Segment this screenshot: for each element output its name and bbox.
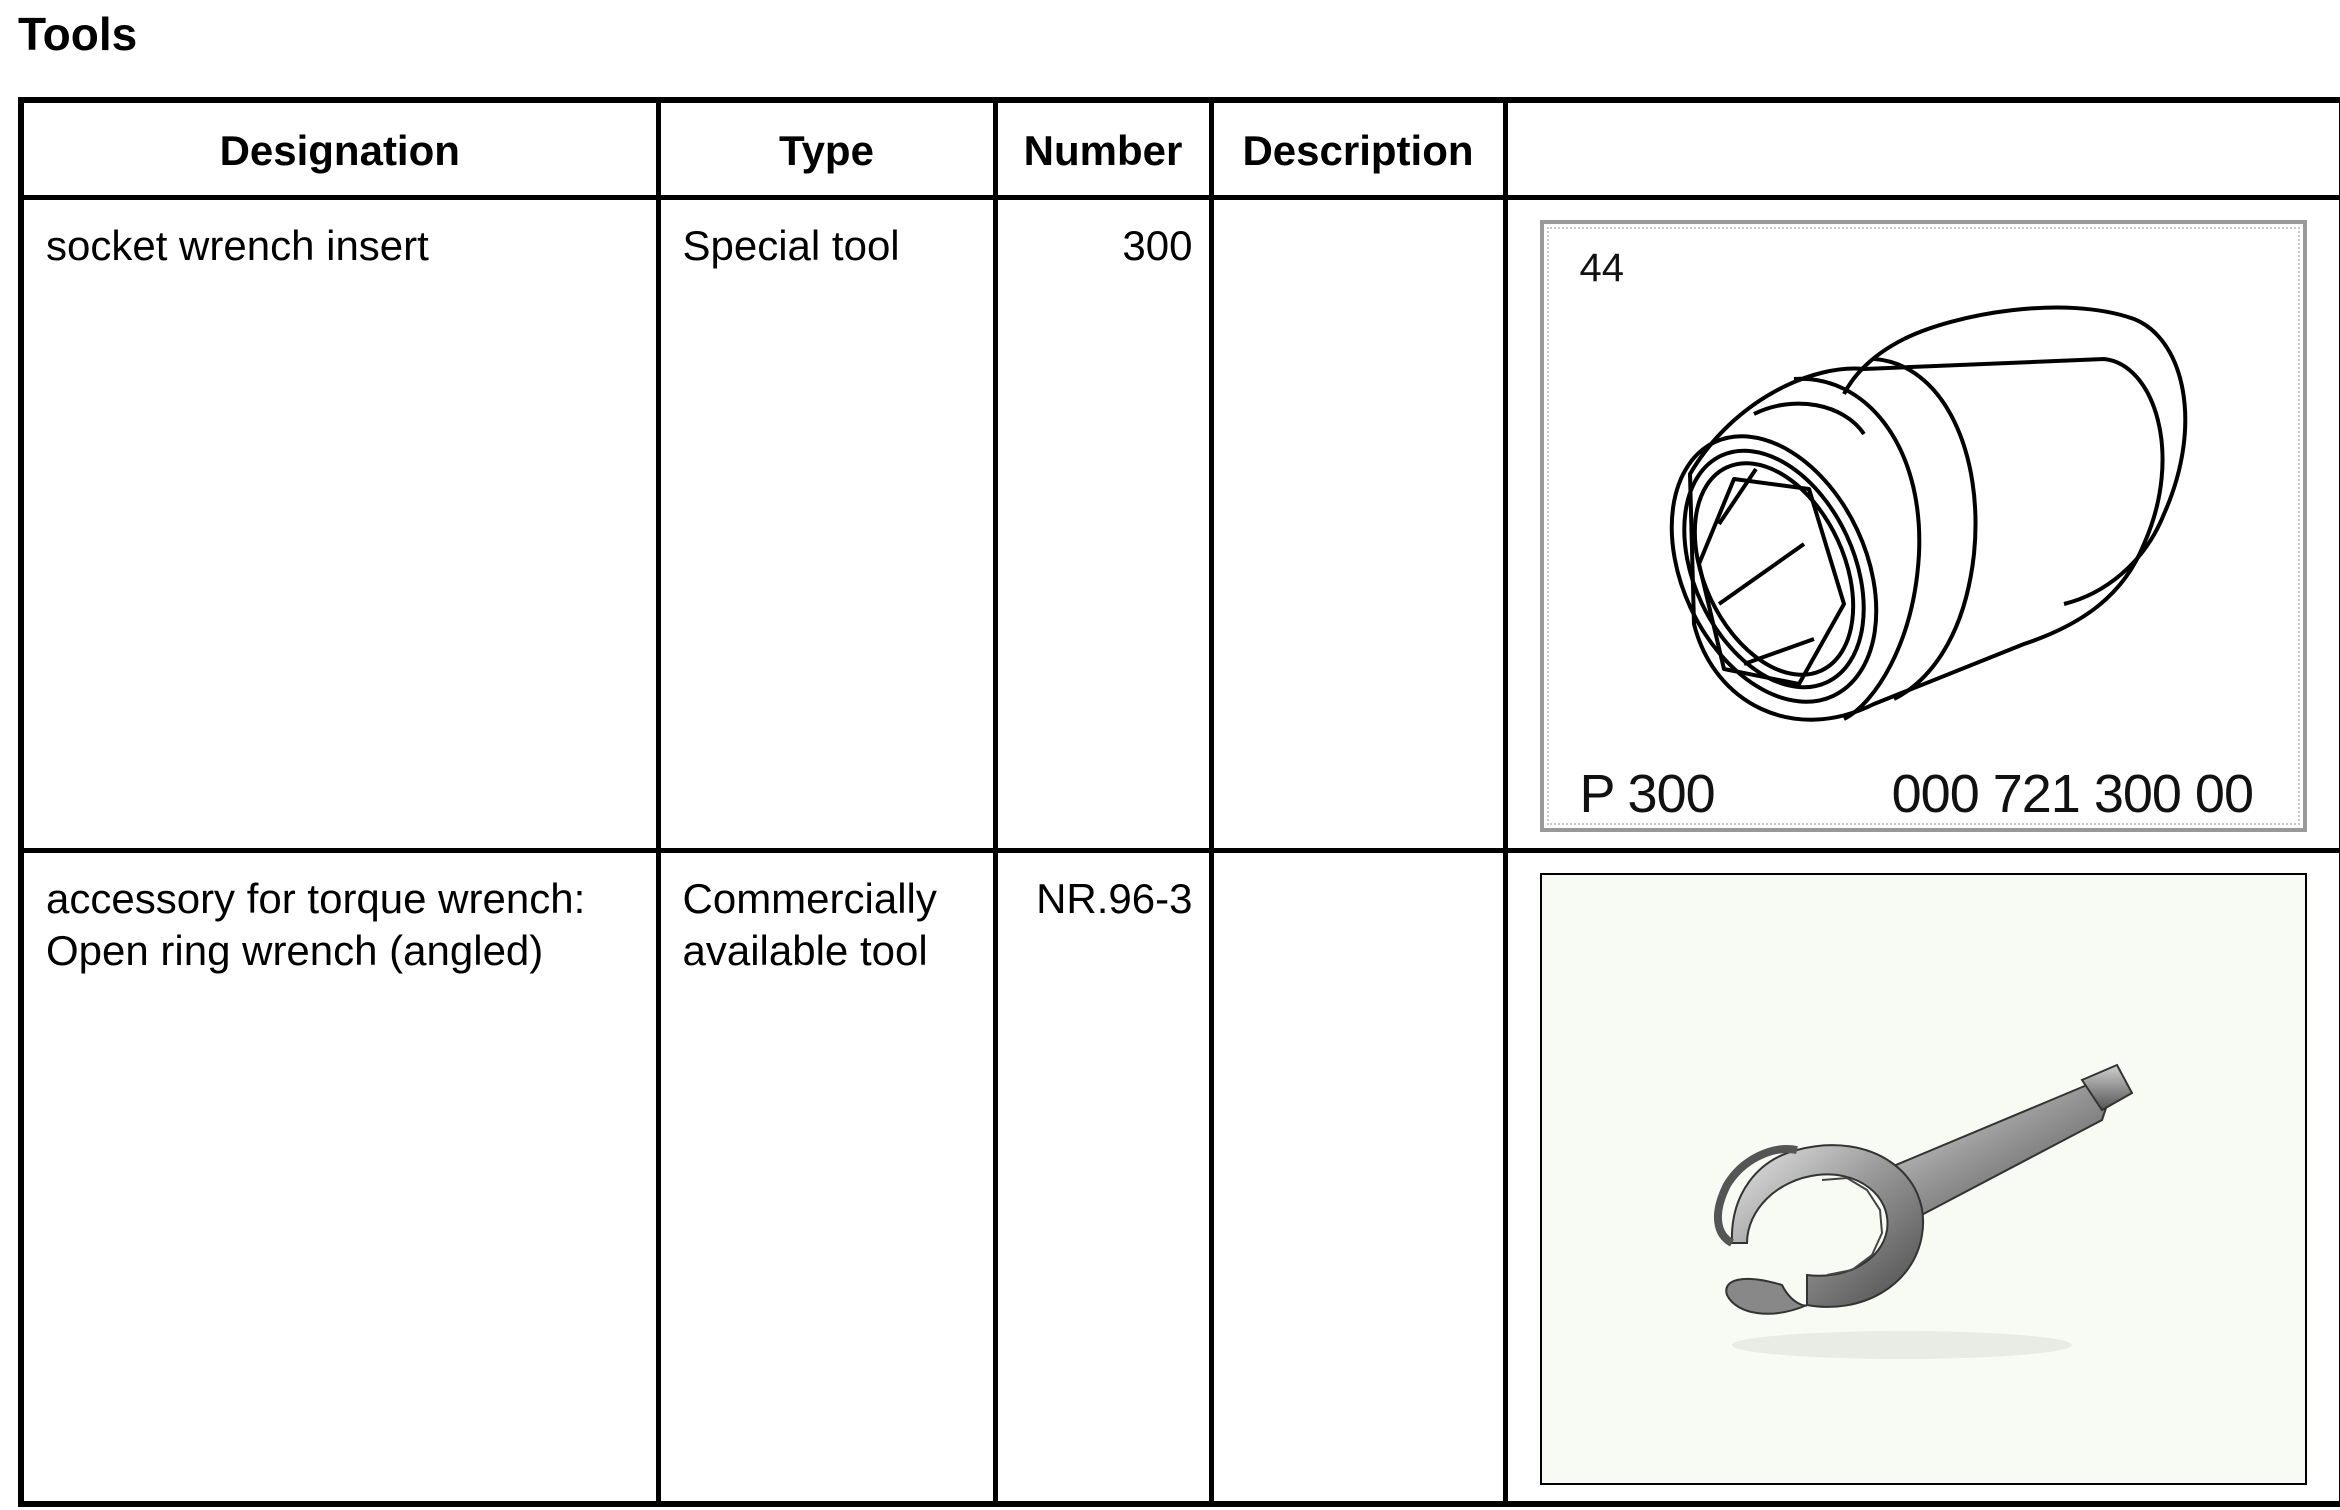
number-cell <box>995 851 1211 1504</box>
socket-icon <box>1544 224 2310 828</box>
number-text: 300 <box>1122 222 1193 269</box>
column-header-designation: Designation <box>21 100 658 198</box>
tools-table <box>18 97 2340 1507</box>
type-text: Commercially available tool <box>682 875 937 974</box>
column-header-number: Number <box>995 100 1211 198</box>
designation-text: socket wrench insert <box>46 222 429 269</box>
page-title: Tools <box>18 8 138 60</box>
image-label-p300: P 300 <box>1579 764 1715 824</box>
image-label-part-number: 000 721 300 00 <box>1891 764 2253 824</box>
designation-cell <box>21 198 658 851</box>
image-cell <box>1505 851 2340 1504</box>
open-ring-wrench-photo <box>1540 873 2308 1485</box>
description-cell <box>1211 851 1505 1504</box>
column-header-description: Description <box>1211 100 1505 198</box>
table-row <box>21 851 2340 1504</box>
wrench-icon <box>1542 875 2304 1483</box>
column-header-image <box>1505 100 2340 198</box>
type-cell <box>658 198 995 851</box>
socket-wrench-insert-illustration <box>1540 220 2308 832</box>
table-header-row <box>21 100 2340 198</box>
image-label-44: 44 <box>1579 246 1624 290</box>
table-row <box>21 198 2340 851</box>
column-header-type: Type <box>658 100 995 198</box>
designation-text: accessory for torque wrench: Open ring wrench (angled) <box>46 875 586 974</box>
type-cell <box>658 851 995 1504</box>
number-text: NR.96-3 <box>1036 875 1193 922</box>
designation-cell <box>21 851 658 1504</box>
type-text: Special tool <box>682 222 900 269</box>
description-cell <box>1211 198 1505 851</box>
image-cell <box>1505 198 2340 851</box>
number-cell <box>995 198 1211 851</box>
